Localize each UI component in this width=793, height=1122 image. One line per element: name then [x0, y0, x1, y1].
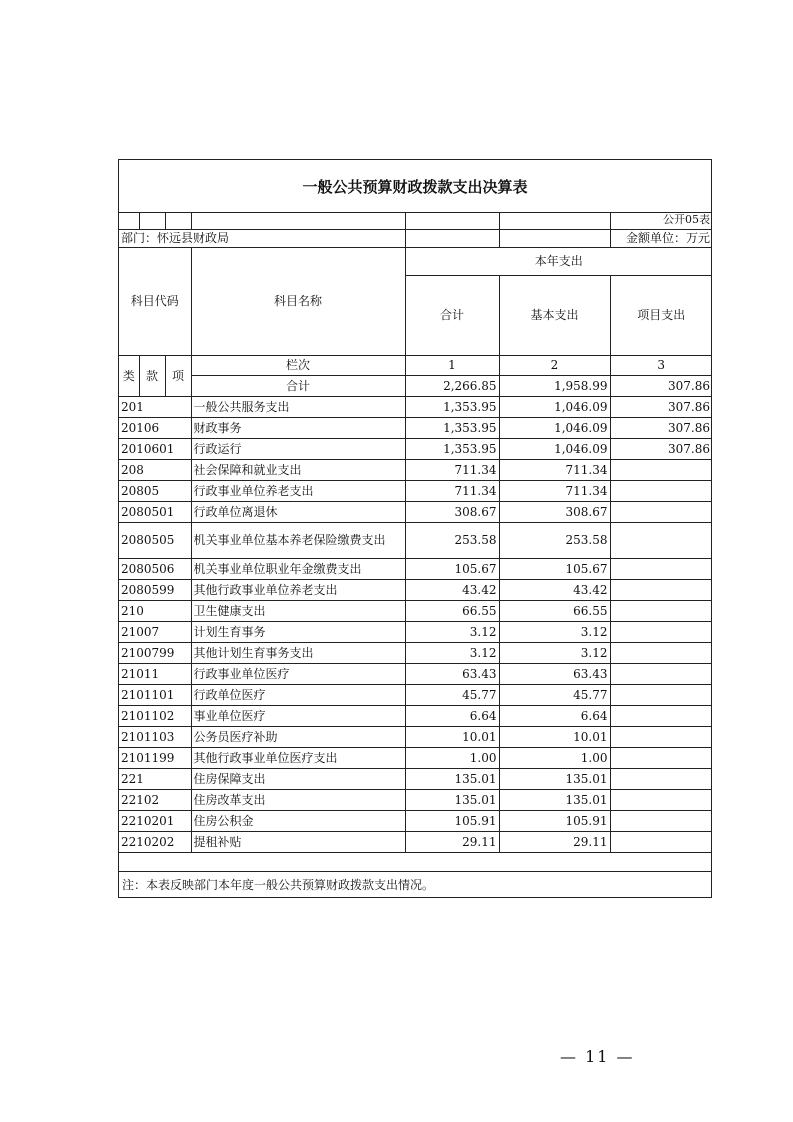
row-project: [610, 810, 712, 831]
table-row: [119, 642, 712, 663]
row-code: 2080506: [119, 558, 191, 579]
header-row-1: [119, 247, 712, 275]
row-total: 3.12: [405, 621, 499, 642]
row-name: 计划生育事务: [191, 621, 405, 642]
table-row: [119, 747, 712, 768]
row-basic: 63.43: [499, 663, 610, 684]
row-code: 21011: [119, 663, 191, 684]
row-total: 3.12: [405, 642, 499, 663]
row-project: 307.86: [610, 417, 712, 438]
row-basic: 6.64: [499, 705, 610, 726]
row-name: 行政运行: [191, 438, 405, 459]
column-3: 3: [610, 355, 712, 375]
table-title: 一般公共预算财政拨款支出决算表: [119, 160, 711, 213]
table-number-row: [119, 212, 712, 229]
row-name: 其他计划生育事务支出: [191, 642, 405, 663]
row-name: 行政事业单位养老支出: [191, 480, 405, 501]
row-total: 10.01: [405, 726, 499, 747]
row-code: 2101102: [119, 705, 191, 726]
table-row: [119, 417, 712, 438]
row-code: 2210202: [119, 831, 191, 852]
table-row: [119, 522, 712, 558]
header-project: 项目支出: [610, 275, 712, 355]
table-row: [119, 396, 712, 417]
row-code: 2010601: [119, 438, 191, 459]
header-current-year: 本年支出: [405, 247, 712, 275]
row-name: 住房公积金: [191, 810, 405, 831]
table-note: 注：本表反映部门本年度一般公共预算财政拨款支出情况。: [119, 871, 711, 897]
row-total: 29.11: [405, 831, 499, 852]
row-project: [610, 579, 712, 600]
table-row: [119, 705, 712, 726]
row-project: [610, 642, 712, 663]
row-total: 1,353.95: [405, 438, 499, 459]
row-total: 1,353.95: [405, 417, 499, 438]
page-number: — 11 —: [560, 1047, 635, 1066]
row-basic: 45.77: [499, 684, 610, 705]
row-total: 1,353.95: [405, 396, 499, 417]
row-project: [610, 705, 712, 726]
unit-label: 金额单位：万元: [610, 229, 712, 247]
header-code: 科目代码: [119, 247, 191, 355]
row-basic: 66.55: [499, 600, 610, 621]
table-row: [119, 768, 712, 789]
row-name: 行政事业单位医疗: [191, 663, 405, 684]
row-code: 21007: [119, 621, 191, 642]
row-basic: 1,046.09: [499, 396, 610, 417]
column-2: 2: [499, 355, 610, 375]
row-project: 307.86: [610, 438, 712, 459]
row-basic: 105.67: [499, 558, 610, 579]
row-name: 提租补贴: [191, 831, 405, 852]
row-project: [610, 558, 712, 579]
row-basic: 253.58: [499, 522, 610, 558]
department-label: 部门：怀远县财政局: [119, 229, 405, 247]
sum-project: 307.86: [610, 375, 712, 396]
row-code: 208: [119, 459, 191, 480]
row-total: 6.64: [405, 705, 499, 726]
row-basic: 1,046.09: [499, 417, 610, 438]
table-row: [119, 558, 712, 579]
row-code: 2080599: [119, 579, 191, 600]
table-row: [119, 600, 712, 621]
row-code: 2080505: [119, 522, 191, 558]
row-total: 253.58: [405, 522, 499, 558]
row-project: [610, 726, 712, 747]
row-project: [610, 831, 712, 852]
budget-table: [119, 212, 712, 853]
row-name: 机关事业单位基本养老保险缴费支出: [191, 522, 405, 558]
row-code: 22102: [119, 789, 191, 810]
row-basic: 3.12: [499, 621, 610, 642]
sum-row: [119, 375, 712, 396]
row-total: 66.55: [405, 600, 499, 621]
row-total: 308.67: [405, 501, 499, 522]
row-project: [610, 768, 712, 789]
row-code: 2210201: [119, 810, 191, 831]
row-total: 135.01: [405, 768, 499, 789]
row-basic: 1.00: [499, 747, 610, 768]
table-row: [119, 480, 712, 501]
row-basic: 105.91: [499, 810, 610, 831]
column-label: 栏次: [191, 355, 405, 375]
column-1: 1: [405, 355, 499, 375]
row-code: 221: [119, 768, 191, 789]
row-total: 63.43: [405, 663, 499, 684]
row-name: 卫生健康支出: [191, 600, 405, 621]
table-row: [119, 438, 712, 459]
row-basic: 43.42: [499, 579, 610, 600]
column-number-row: [119, 355, 712, 375]
header-lei: 类: [119, 355, 139, 396]
row-name: 住房改革支出: [191, 789, 405, 810]
sum-total: 2,266.85: [405, 375, 499, 396]
row-code: 2101199: [119, 747, 191, 768]
row-basic: 308.67: [499, 501, 610, 522]
row-project: [610, 789, 712, 810]
row-project: [610, 480, 712, 501]
row-total: 45.77: [405, 684, 499, 705]
row-name: 事业单位医疗: [191, 705, 405, 726]
header-basic: 基本支出: [499, 275, 610, 355]
row-code: 2101101: [119, 684, 191, 705]
department-row: [119, 229, 712, 247]
table-row: [119, 501, 712, 522]
row-basic: 135.01: [499, 768, 610, 789]
row-name: 行政单位离退休: [191, 501, 405, 522]
row-basic: 3.12: [499, 642, 610, 663]
row-project: [610, 621, 712, 642]
row-total: 135.01: [405, 789, 499, 810]
row-basic: 711.34: [499, 459, 610, 480]
row-project: [610, 501, 712, 522]
row-total: 711.34: [405, 459, 499, 480]
row-code: 201: [119, 396, 191, 417]
row-total: 1.00: [405, 747, 499, 768]
row-project: [610, 747, 712, 768]
row-name: 行政单位医疗: [191, 684, 405, 705]
row-name: 机关事业单位职业年金缴费支出: [191, 558, 405, 579]
header-kuan: 款: [139, 355, 165, 396]
budget-table-sheet: [118, 159, 712, 898]
row-code: 2100799: [119, 642, 191, 663]
row-project: [610, 522, 712, 558]
row-name: 财政事务: [191, 417, 405, 438]
row-project: [610, 663, 712, 684]
row-total: 43.42: [405, 579, 499, 600]
row-code: 2101103: [119, 726, 191, 747]
row-name: 住房保障支出: [191, 768, 405, 789]
table-row: [119, 459, 712, 480]
row-project: [610, 600, 712, 621]
row-total: 105.67: [405, 558, 499, 579]
row-basic: 711.34: [499, 480, 610, 501]
row-total: 105.91: [405, 810, 499, 831]
row-total: 711.34: [405, 480, 499, 501]
row-basic: 29.11: [499, 831, 610, 852]
row-project: [610, 684, 712, 705]
header-name: 科目名称: [191, 247, 405, 355]
row-code: 210: [119, 600, 191, 621]
row-name: 其他行政事业单位医疗支出: [191, 747, 405, 768]
header-xiang: 项: [165, 355, 191, 396]
table-row: [119, 810, 712, 831]
table-row: [119, 621, 712, 642]
row-code: 20805: [119, 480, 191, 501]
table-row: [119, 831, 712, 852]
header-total: 合计: [405, 275, 499, 355]
table-row: [119, 663, 712, 684]
row-basic: 10.01: [499, 726, 610, 747]
table-number: 公开05表: [610, 212, 712, 229]
row-basic: 1,046.09: [499, 438, 610, 459]
row-name: 公务员医疗补助: [191, 726, 405, 747]
sum-label: 合计: [191, 375, 405, 396]
row-code: 20106: [119, 417, 191, 438]
row-project: 307.86: [610, 396, 712, 417]
row-project: [610, 459, 712, 480]
row-name: 社会保障和就业支出: [191, 459, 405, 480]
row-name: 一般公共服务支出: [191, 396, 405, 417]
sum-basic: 1,958.99: [499, 375, 610, 396]
row-name: 其他行政事业单位养老支出: [191, 579, 405, 600]
table-row: [119, 579, 712, 600]
row-code: 2080501: [119, 501, 191, 522]
table-row: [119, 684, 712, 705]
table-row: [119, 789, 712, 810]
table-row: [119, 726, 712, 747]
row-basic: 135.01: [499, 789, 610, 810]
